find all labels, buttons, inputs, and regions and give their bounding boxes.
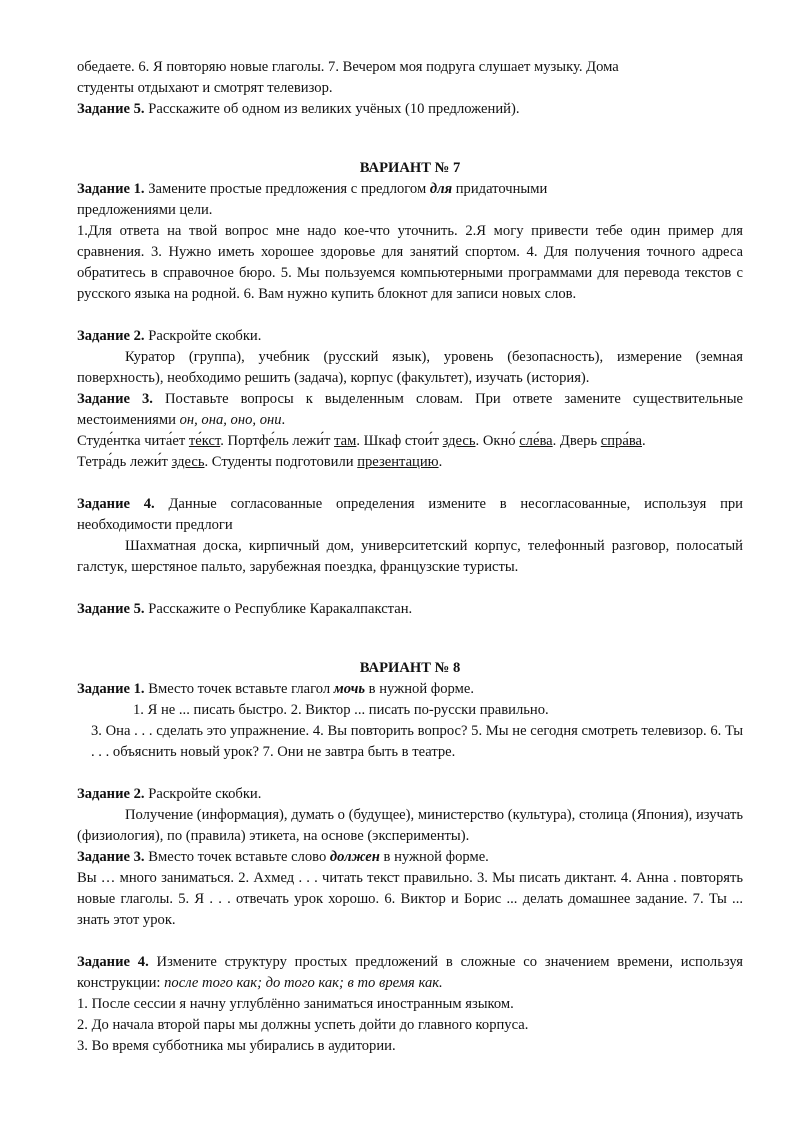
task-text: Замените простые предложения с предлогом bbox=[144, 181, 430, 197]
task-label: Задание 4. bbox=[77, 954, 149, 970]
continuation-text bbox=[77, 57, 743, 99]
variant-8-title: ВАРИАНТ № 8 bbox=[359, 660, 461, 676]
v6-task5 bbox=[77, 99, 743, 120]
underlined-word: сле́ва bbox=[519, 433, 553, 449]
underlined-word: те́кст bbox=[188, 433, 221, 449]
sentence-part: . bbox=[642, 433, 646, 449]
sentence-part: . Шкаф стои́т bbox=[356, 433, 443, 449]
v8-task2-body: Получение (информация), думать о (будущее), министерство (культура), столица (Япония), изучать (физиология), по (правила) этикета, на основе (эксперименты). bbox=[77, 807, 743, 844]
continuation-line-1: обедаете. 6. Я повторяю новые глаголы. 7. Вечером моя подруга слушает музыку. Дома bbox=[77, 59, 619, 75]
v8-task1-heading bbox=[77, 679, 743, 700]
task-text: Вместо точек вставьте слово bbox=[144, 849, 330, 865]
task-label: Задание 5. bbox=[77, 601, 145, 617]
v8-task4-item1: 1. После сессии я начну углублённо заниматься иностранным языком. bbox=[77, 996, 514, 1012]
task-label: Задание 1. bbox=[77, 181, 145, 197]
v7-task2-body: Куратор (группа), учебник (русский язык), уровень (безопасность), измерение (земная поверхность), необходимо решить (задача), корпус (факультет), изучать (история). bbox=[77, 349, 743, 386]
variant-7-title: ВАРИАНТ № 7 bbox=[359, 160, 461, 176]
v8-task4-item3: 3. Во время субботника мы убирались в аудитории. bbox=[77, 1038, 396, 1054]
v7-task1-body: 1.Для ответа на твой вопрос мне надо кое-что уточнить. 2.Я могу привести тебе один пример для сравнения. 3. Нужно иметь хорошее здоровье для занятий спортом. 4. Для получения точного адреса обратитесь в справочное бюро. 5. Мы пользуемся компьютерными программами для перевода текстов с русского языка на родной. 6. Вам нужно купить блокнот для записи новых слов. bbox=[77, 223, 743, 302]
pronouns: он, она, оно, они bbox=[179, 412, 282, 428]
v8-task1-line1: 1. Я не ... писать быстро. 2. Виктор ... писать по-русски правильно. bbox=[133, 702, 549, 718]
task-text: Измените структуру простых предложений в сложные со значением времени, используя конструкции: bbox=[77, 954, 743, 991]
task-text: Раскройте скобки. bbox=[144, 786, 262, 802]
v7-task4-heading bbox=[77, 494, 743, 536]
v7-task3-sentences bbox=[77, 431, 743, 473]
v8-task1-line2: 3. Она . . . сделать это упражнение. 4. Вы повторить вопрос? 5. Мы не сегодня смотреть телевизор. 6. Ты . . . объяснить новый урок? 7. Они не завтра быть в театре. bbox=[91, 723, 743, 760]
v8-task3-body: Вы … много заниматься. 2. Ахмед . . . читать текст правильно. 3. Мы писать диктант. 4. Анна . повторять новые глаголы. 5. Я . . . отвечать урок хорошо. 6. Виктор и Борис ... делать домашнее задание. 7. Ты ... знать этот урок. bbox=[77, 870, 743, 928]
task-text: придаточными bbox=[452, 181, 548, 197]
task-label: Задание 1. bbox=[77, 681, 145, 697]
task-text: Данные согласованные определения измените в несогласованные, используя при необходимости предлоги bbox=[77, 496, 743, 533]
task-text: предложениями цели. bbox=[77, 202, 213, 218]
v8-task4-heading bbox=[77, 952, 743, 994]
v7-task1-heading bbox=[77, 179, 743, 221]
v7-task3-heading bbox=[77, 389, 743, 431]
sentence-part: Тетра́дь лежи́т bbox=[77, 454, 172, 470]
continuation-line-2: студенты отдыхают и смотрят телевизор. bbox=[77, 80, 333, 96]
task-text: Поставьте вопросы к выделенным словам. При ответе замените существительные местоимениями bbox=[77, 391, 743, 428]
keyword: мочь bbox=[333, 681, 366, 697]
v8-task2-heading bbox=[77, 784, 743, 805]
v7-task2-heading bbox=[77, 326, 743, 347]
underlined-word: там bbox=[334, 433, 357, 449]
task-text: Расскажите о Республике Каракалпакстан. bbox=[144, 601, 413, 617]
task-text: в нужной форме. bbox=[379, 849, 489, 865]
underlined-word: презентацию bbox=[357, 454, 439, 470]
task-text: в нужной форме. bbox=[365, 681, 474, 697]
v8-task3-heading bbox=[77, 847, 743, 868]
underlined-word: здесь bbox=[171, 454, 205, 470]
task-text: Вместо точек вставьте глагол bbox=[144, 681, 334, 697]
document-page bbox=[77, 57, 743, 1057]
keyword: для bbox=[429, 181, 453, 197]
underlined-word: здесь bbox=[442, 433, 476, 449]
v7-task5 bbox=[77, 599, 743, 620]
task-label: Задание 4. bbox=[77, 496, 155, 512]
sentence-part: . Окно́ bbox=[475, 433, 520, 449]
task-label: Задание 3. bbox=[77, 391, 153, 407]
sentence-part: . bbox=[438, 454, 443, 470]
task-label: Задание 2. bbox=[77, 786, 145, 802]
task-label: Задание 5. bbox=[77, 101, 145, 117]
underlined-word: спра́ва bbox=[600, 433, 643, 449]
constructions: после того как; до того как; в то время как. bbox=[164, 975, 443, 991]
task-label: Задание 2. bbox=[77, 328, 145, 344]
task-text: Раскройте скобки. bbox=[144, 328, 262, 344]
task-text: Расскажите об одном из великих учёных (10 предложений). bbox=[144, 101, 520, 117]
task-label: Задание 3. bbox=[77, 849, 145, 865]
keyword: должен bbox=[329, 849, 380, 865]
sentence-part: . Портфе́ль лежи́т bbox=[220, 433, 335, 449]
v8-task4-item2: 2. До начала второй пары мы должны успеть дойти до главного корпуса. bbox=[77, 1017, 529, 1033]
sentence-part: . Дверь bbox=[552, 433, 601, 449]
sentence-part: Студе́нтка чита́ет bbox=[77, 433, 189, 449]
v7-task4-body: Шахматная доска, кирпичный дом, университетский корпус, телефонный разговор, полосатый галстук, шерстяное пальто, зарубежная поездка, французские туристы. bbox=[77, 538, 743, 575]
sentence-part: . Студенты подготовили bbox=[204, 454, 358, 470]
punct: . bbox=[281, 412, 286, 428]
